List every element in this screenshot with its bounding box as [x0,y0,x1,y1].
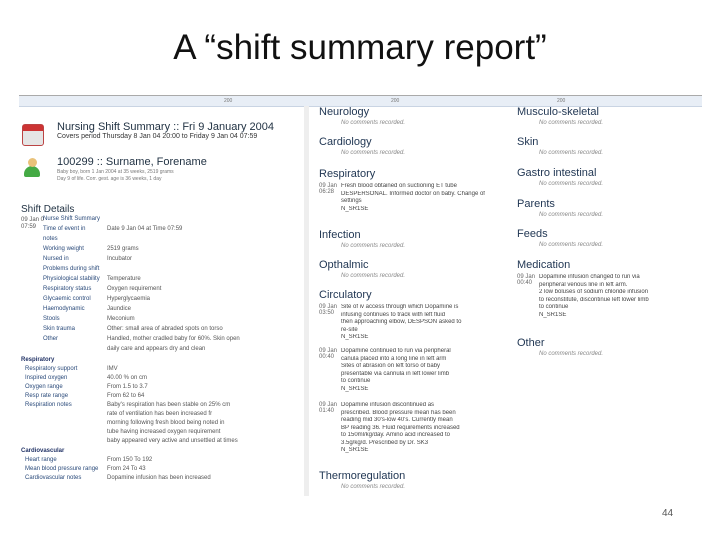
entry-line: reading mid 30's-low 40's. Currently mean [341,417,453,423]
parents-heading: Parents [517,198,555,210]
left-scrollbar[interactable] [304,106,309,496]
entry-line: prescribed. Blood pressure mean has been [341,409,456,416]
detail-label: Nurse Shift Summary [43,216,101,222]
detail-label: Haemodynamic [43,306,85,312]
other-empty: No comments recorded. [539,351,604,357]
page-number: 44 [662,508,674,519]
detail-value: tube having increased oxygen requirement [107,429,221,435]
slide-title: A “shift summary report” [173,28,547,67]
infection-heading: Infection [319,229,361,241]
entry-line: re-site [341,326,358,333]
detail-value: Oxygen requirement [107,286,162,292]
shift-time: 07:59 [21,224,37,230]
entry-date: 09 Jan [319,402,338,408]
cardiology-heading: Cardiology [319,136,372,148]
detail-label: Stools [43,316,60,322]
detail-value: From 150 To 192 [107,457,153,463]
musculo-skeletal-heading: Musculo-skeletal [517,106,599,118]
detail-value: Temperature [107,276,141,282]
entry-line: N_SR1SE [539,311,567,318]
entry-line: settings [341,198,362,204]
entry-line: N_SR1SE [341,385,369,392]
patient-info-line: Day 9 of life. Corr. gest. age is 36 weeks, 1 day [57,176,162,182]
entry-line: Dopamine infusion changed to run via [539,274,640,280]
shift-details-heading: Shift Details [21,204,75,215]
entry-line: N_SR1SE [341,205,369,212]
detail-label: Working weight [43,246,84,252]
respiratory-section-heading: Respiratory [21,357,55,363]
entry-line: Dopamine infusion discontinued as [341,402,435,408]
entry-date: 09 Jan [517,274,536,280]
detail-value: Hyperglycaemia [107,296,151,302]
shift-summary-title: Nursing Shift Summary :: Fri 9 January 2004 [57,121,275,133]
patient-name[interactable]: 100299 :: Surname, Forename [57,156,207,168]
entry-line: presentable via cannula in left lower limb [341,370,450,377]
cardiovascular-section-heading: Cardiovascular [21,448,65,454]
shift-period: Covers period Thursday 8 Jan 04 20:00 to Friday 9 Jan 04 07:59 [57,133,258,140]
entry-line: to continue [539,304,569,310]
entry-line: 2 low boluses of sodium chloride infusion [539,289,649,295]
detail-value: From 24 To 43 [107,466,146,472]
right-panel [513,106,702,496]
entry-time: 03:50 [319,310,335,316]
medication-entry [517,274,702,324]
thermoregulation-heading: Thermoregulation [319,470,406,482]
shift-date: 09 Jan 0 [21,217,45,223]
detail-label: Glycaemic control [43,296,91,302]
entry-line: to continue [341,378,371,384]
detail-value: Date 9 Jan 04 at Time 07:59 [107,226,183,232]
detail-value: From 1.5 to 3.7 [107,384,148,390]
detail-value: IMV [107,366,118,372]
entry-line: DESPERSONAL. Informed doctor on baby. Change of [341,190,485,197]
ruler-label: 200 [391,98,400,104]
neurology-empty: No comments recorded. [341,120,406,126]
detail-value: Incubator [107,256,133,262]
detail-label: Cardiovascular notes [25,475,82,481]
patient-icon [23,158,41,178]
entry-date: 09 Jan [319,348,338,354]
entry-line: Site of iv access through which Dopamine is [341,304,459,310]
left-column [19,106,309,496]
opthalmic-empty: No comments recorded. [341,273,406,279]
detail-value: morning following fresh blood being noted in [107,420,225,426]
entry-line: Fresh blood obtained on suctioning ET tube [341,183,457,189]
detail-value: 2519 grams [107,246,139,252]
skin-heading: Skin [517,136,539,148]
entry-line: peripheral venous line in left arm. [539,281,628,288]
detail-value: Other: small area of abraded spots on torso [107,326,223,332]
patient-info-line: Baby boy, born 1 Jan 2004 at 35 weeks, 2519 grams [57,169,174,175]
entry-line: then approaching elbow, DESPSON asked to [341,319,462,325]
detail-value: Meconium [107,316,135,322]
detail-label: Respiration notes [25,402,72,408]
ruler-label: 200 [557,98,566,104]
entry-date: 09 Jan [319,304,338,310]
entry-time: 01:40 [319,408,335,414]
gastro-intestinal-heading: Gastro intestinal [517,167,597,179]
parents-empty: No comments recorded. [539,212,604,218]
detail-label: Respiratory status [43,286,92,292]
entry-line: Dopamine continued to run via peripheral [341,348,451,354]
detail-value: Dopamine infusion has been increased [107,475,211,481]
entry-time: 00:40 [319,354,335,360]
entry-line: Sites of abrasion on left torso of baby [341,363,441,369]
respiratory-entry [319,183,509,223]
neurology-heading: Neurology [319,106,370,118]
circulatory-entry [319,402,509,460]
middle-panel [315,106,513,496]
cardiology-empty: No comments recorded. [341,150,406,156]
feeds-empty: No comments recorded. [539,242,604,248]
detail-label: Respiratory support [25,366,78,372]
musculo-skeletal-empty: No comments recorded. [539,120,604,126]
entry-time: 00:40 [517,280,533,286]
feeds-heading: Feeds [517,228,548,240]
detail-value: baby appeared very active and unsettled at times [107,438,238,444]
detail-label: Oxygen range [25,384,63,390]
detail-label: Inspired oxygen [25,375,68,381]
detail-value: Baby's respiration has been stable on 25% cm [107,402,231,408]
entry-line: 3.5g/kg/d. Prescribed by Dr. SK3 [341,439,429,446]
detail-label: Skin trauma [43,326,76,332]
detail-label: Resp rate range [25,393,69,399]
detail-label: Physiological stability [43,276,100,282]
detail-label: Other [43,336,59,342]
calendar-icon [22,124,44,146]
entry-line: BP reading 36. Fluid requirements increased [341,424,460,431]
detail-label: Nursed in [43,256,69,262]
respiratory-heading: Respiratory [319,168,376,180]
medication-heading: Medication [517,259,571,271]
detail-label: notes [43,236,58,242]
gastro-intestinal-empty: No comments recorded. [539,181,604,187]
circulatory-entry [319,348,509,398]
infection-empty: No comments recorded. [341,243,406,249]
entry-line: to 150ml/kg/day. Amino acid increased to [341,432,450,438]
detail-value: Handled, mother cradled baby for 60%. Skin open [107,336,240,342]
thermoregulation-empty: No comments recorded. [341,484,406,490]
entry-line: to reconstitute, discontinue left lower limb [539,296,649,303]
detail-label: Problems during shift [43,266,100,272]
detail-value: 40.00 % on cm [107,375,148,381]
circulatory-entry [319,304,509,346]
entry-line: infusing continues to track with left fluid [341,311,446,318]
entry-line: N_SR1SE [341,447,369,453]
entry-line: N_SR1SE [341,334,369,340]
skin-empty: No comments recorded. [539,150,604,156]
entry-line: canula placed into a long line in left arm [341,355,447,362]
detail-label: Heart range [25,457,57,463]
detail-value: daily care and appears dry and clean [107,346,206,352]
detail-value: From 62 to 64 [107,393,145,399]
screenshot-panel [19,95,702,496]
other-heading: Other [517,337,545,349]
ruler-label: 200 [224,98,233,104]
detail-value: Jaundice [107,306,132,312]
entry-time: 06:28 [319,189,335,195]
circulatory-heading: Circulatory [319,289,372,301]
detail-label: Time of event in [43,226,86,232]
detail-label: Mean blood pressure range [25,466,99,472]
detail-value: rate of ventilation has been increased fr [107,411,213,417]
opthalmic-heading: Opthalmic [319,259,369,271]
entry-date: 09 Jan [319,183,338,189]
